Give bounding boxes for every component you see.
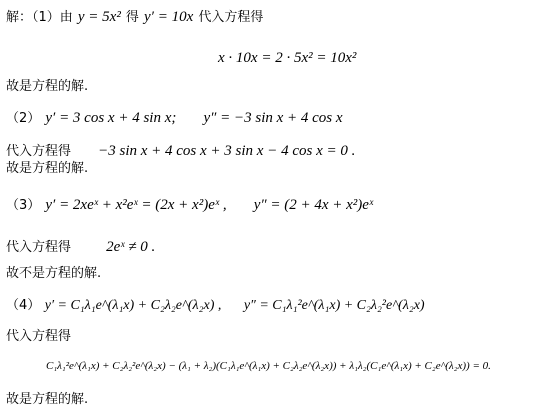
part4-conclusion: 故是方程的解. — [6, 392, 89, 407]
part1-conclusion: 故是方程的解. — [6, 79, 89, 94]
part3-derivatives — [6, 196, 373, 213]
part4-second-derivative: y″ = C₁λ₁²e^(λ₁x) + C₂λ₂²e^(λ₂x) — [243, 298, 425, 313]
part1-prefix: 解：（1）由 — [6, 10, 73, 25]
part3-conclusion: 故不是方程的解. — [6, 266, 102, 281]
part1-derivative: y′ = 10x — [144, 9, 194, 25]
part3-label: （3） — [6, 198, 41, 213]
part3-sub-label: 代入方程得 — [6, 240, 72, 255]
part4-sub-label: 代入方程得 — [6, 329, 72, 344]
part1-mid: 得 — [125, 10, 139, 25]
part2-sub-equation: −3 sin x + 4 cos x + 3 sin x − 4 cos x = 0 . — [98, 143, 356, 159]
part4-first-derivative: y′ = C₁λ₁e^(λ₁x) + C₂λ₂e^(λ₂x) , — [44, 298, 222, 313]
part3-substitution — [6, 238, 155, 255]
part4-derivatives — [6, 298, 425, 313]
part1-given: y = 5x² — [77, 9, 121, 25]
part2-label: （2） — [6, 111, 41, 126]
part4-label: （4） — [6, 298, 41, 313]
part2-sub-label: 代入方程得 — [6, 144, 72, 159]
part3-first-derivative: y′ = 2xeˣ + x²eˣ = (2x + x²)eˣ , — [45, 197, 227, 213]
part2-second-derivative: y″ = −3 sin x + 4 cos x — [203, 110, 343, 126]
part2-substitution — [6, 142, 355, 159]
part3-second-derivative: y″ = (2 + 4x + x²)eˣ — [253, 197, 374, 213]
part1-display-equation: x · 10x = 2 · 5x² = 10x² — [218, 50, 357, 66]
part1-statement — [6, 8, 263, 25]
part2-conclusion: 故是方程的解. — [6, 161, 89, 176]
part3-sub-equation: 2eˣ ≠ 0 . — [106, 239, 156, 255]
part4-display-equation: C₁λ₁²e^(λ₁x) + C₂λ₂²e^(λ₂x) − (λ₁ + λ₂)(C₁λ₁e^(λ₁x) + C₂λ₂e^(λ₂x)) + λ₁λ₂(C₁e^(λ₁x) + C₂e^(λ₂x)) = 0. — [46, 360, 491, 372]
part1-suffix: 代入方程得 — [198, 10, 264, 25]
part2-first-derivative: y′ = 3 cos x + 4 sin x; — [45, 110, 177, 126]
part2-derivatives — [6, 109, 343, 126]
